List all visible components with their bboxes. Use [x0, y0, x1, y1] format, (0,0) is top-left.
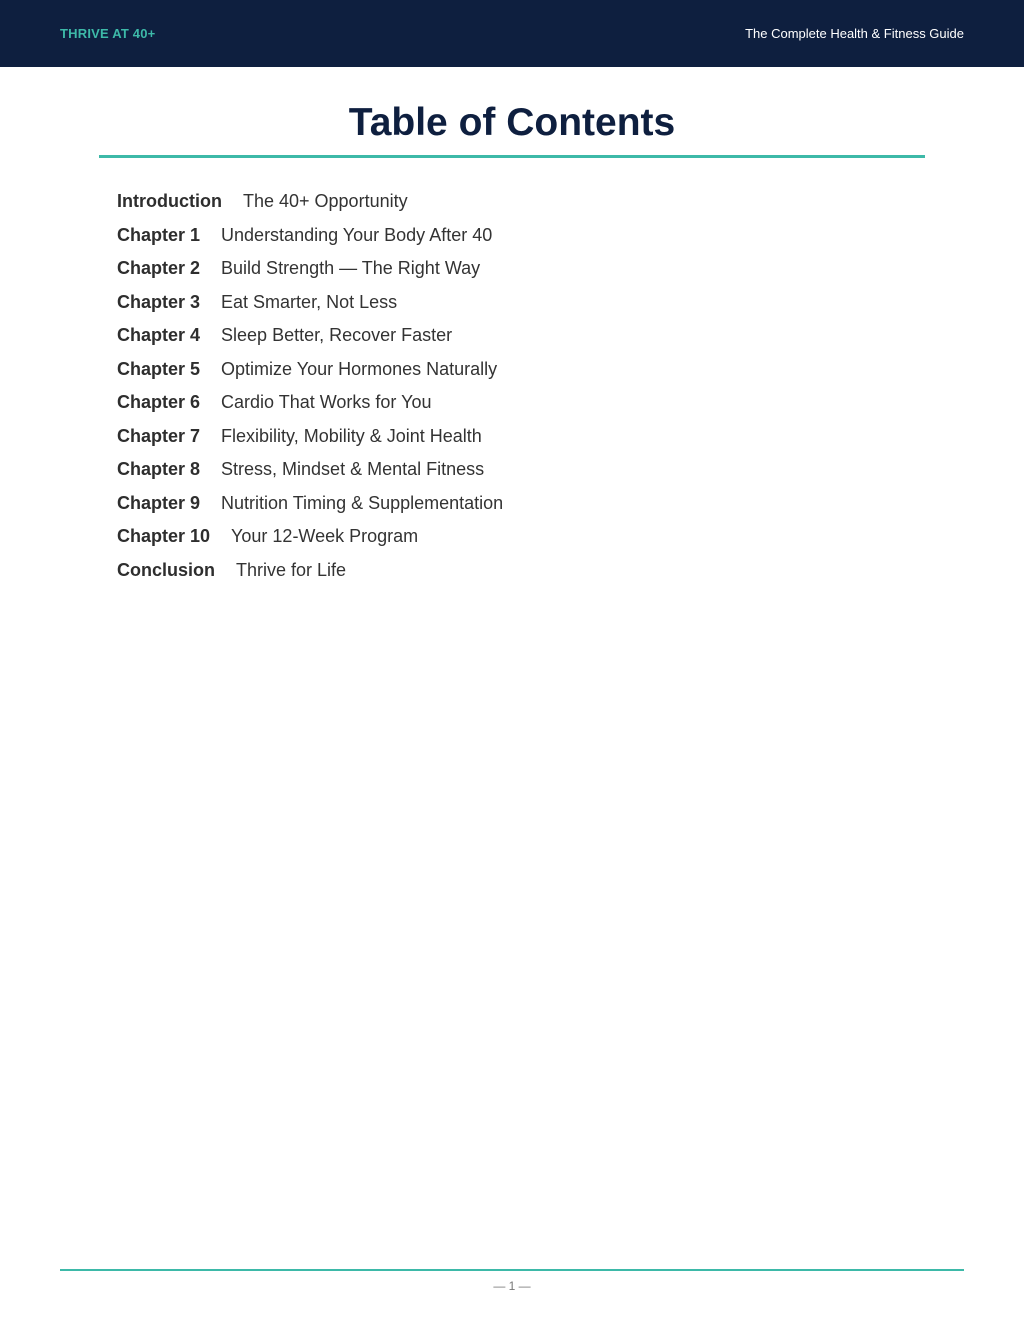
toc-item-chapter-9[interactable]	[117, 490, 503, 524]
title-divider	[99, 155, 925, 158]
toc-item-label: Chapter 2	[117, 258, 201, 278]
toc-item-conclusion[interactable]	[117, 557, 503, 591]
toc-item-chapter-10[interactable]	[117, 523, 503, 557]
toc-item-chapter-6[interactable]	[117, 389, 503, 423]
toc-item-label: Chapter 6	[117, 392, 201, 412]
toc-item-title: The 40+ Opportunity	[242, 191, 408, 211]
toc-item-introduction[interactable]	[117, 188, 503, 222]
toc-item-chapter-5[interactable]	[117, 356, 503, 390]
page-header	[0, 0, 1024, 67]
toc-item-chapter-7[interactable]	[117, 423, 503, 457]
page-title: Table of Contents	[348, 101, 676, 144]
toc-item-chapter-2[interactable]	[117, 255, 503, 289]
toc-item-title: Eat Smarter, Not Less	[221, 291, 398, 312]
toc-item-chapter-4[interactable]	[117, 322, 503, 356]
toc-item-label: Chapter 5	[117, 358, 201, 379]
toc-item-label: Chapter 10	[117, 526, 211, 546]
toc-item-label: Chapter 9	[117, 492, 201, 513]
toc-item-title: Sleep Better, Recover Faster	[221, 325, 453, 345]
toc-item-label: Introduction	[117, 191, 222, 211]
toc-item-label: Conclusion	[117, 559, 215, 580]
toc-item-title: Thrive for Life	[236, 559, 347, 580]
footer-divider	[60, 1269, 964, 1271]
table-of-contents	[117, 188, 503, 590]
toc-item-label: Chapter 3	[117, 291, 201, 312]
brand-name: THRIVE AT 40+	[60, 26, 156, 41]
toc-item-title: Nutrition Timing & Supplementation	[221, 492, 504, 513]
toc-item-title: Optimize Your Hormones Naturally	[221, 358, 498, 379]
guide-title: The Complete Health & Fitness Guide	[745, 26, 964, 41]
toc-item-title: Understanding Your Body After 40	[221, 224, 493, 245]
toc-item-label: Chapter 8	[117, 459, 201, 479]
toc-item-title: Build Strength — The Right Way	[221, 258, 481, 278]
toc-item-title: Your 12-Week Program	[231, 526, 419, 546]
toc-item-label: Chapter 7	[117, 425, 201, 446]
toc-item-title: Cardio That Works for You	[221, 392, 432, 412]
toc-item-chapter-1[interactable]	[117, 222, 503, 256]
toc-item-title: Stress, Mindset & Mental Fitness	[221, 459, 485, 479]
toc-item-label: Chapter 1	[117, 224, 201, 245]
page-number: — 1 —	[493, 1279, 531, 1293]
toc-item-chapter-8[interactable]	[117, 456, 503, 490]
toc-item-title: Flexibility, Mobility & Joint Health	[221, 425, 482, 446]
toc-item-chapter-3[interactable]	[117, 289, 503, 323]
toc-item-label: Chapter 4	[117, 325, 201, 345]
